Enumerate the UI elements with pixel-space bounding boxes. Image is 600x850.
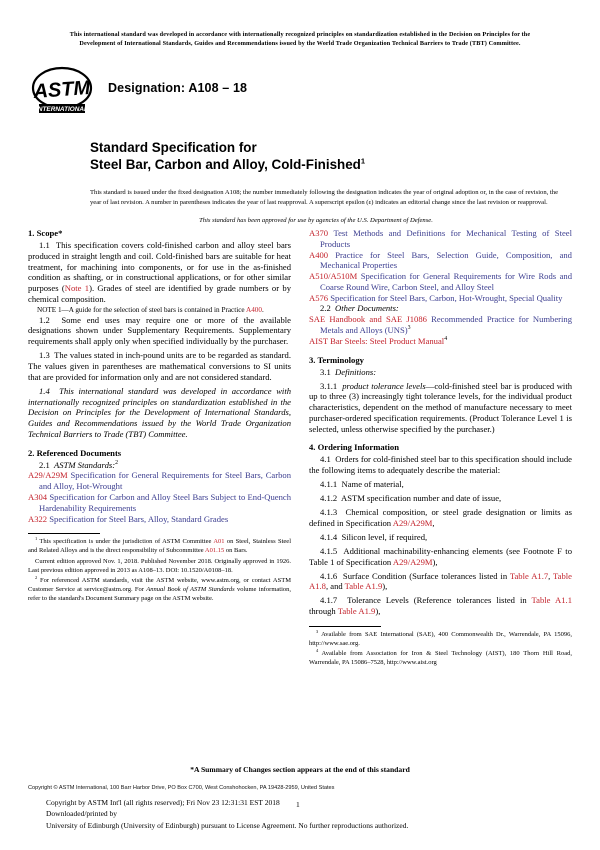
footnote-2-marker: 2 <box>35 575 38 581</box>
paragraph-1-3: 1.3 The values stated in inch-pound units are to be regarded as standard. The values given in parentheses are mathematical conversions to SI units that are provided for information only and are not considered standard. <box>28 350 291 382</box>
wto-banner-line2: Development of International Standards, Guides and Recommendations issued by the World Trade Organization Technical Barriers to Trade (TBT) Committee. <box>79 40 521 48</box>
footnote-rule <box>309 626 381 627</box>
paragraph-4-1-4: 4.1.4 Silicon level, if required, <box>320 531 428 542</box>
ref-title[interactable]: Specification for Carbon and Alloy Steel Bars Subject to End-Quench Hardenability Requirements <box>39 492 291 513</box>
ref-title[interactable]: Recommended Practice for Numbering Metals and Alloys (UNS) <box>320 314 573 336</box>
section-heading-scope: 1. Scope* <box>28 228 63 238</box>
ref-code[interactable]: A510/A510M <box>309 271 358 282</box>
footnote-3-marker: 3 <box>316 628 319 634</box>
page-title <box>90 139 572 174</box>
ref-title[interactable]: Specification for Steel Bars, Alloy, Standard Grades <box>49 513 229 524</box>
reference-item[interactable] <box>28 470 291 492</box>
reference-item[interactable] <box>28 514 291 525</box>
footnote-2: $^2$ For referenced ASTM standards, visit the ASTM website, www.astm.org, or contact ASTM Customer Service at service@astm.org. For Annual Book of ASTM Standards volume information, refer to the standard's Document Summary page on the ASTM website. <box>28 575 292 602</box>
note-1-label: NOTE 1— <box>37 305 69 314</box>
footnote-edition: Current edition approved Nov. 1, 2018. Published November 2018. Originally approved in 1926. Last previous edition approved in 2013 as A108–13. DOI: 10.1520/A0108–18. <box>28 557 291 574</box>
header-row <box>28 66 572 118</box>
ref-title[interactable]: Specification for Steel Bars, Carbon, Hot-Wrought, Special Quality <box>330 292 563 303</box>
ref-code[interactable]: A304 <box>28 492 48 502</box>
summary-of-changes-note: *A Summary of Changes section appears at the end of this standard <box>190 765 410 774</box>
paragraph-2-1: 2.1 ASTM Standards:$^2$ <box>39 459 119 470</box>
wto-banner <box>28 30 572 49</box>
ref-title[interactable]: Specification for General Requirements for Wire Rods and Coarse Round Wire, Carbon Steel, and Alloy Steel <box>320 271 572 292</box>
reference-item[interactable] <box>309 271 572 293</box>
ref-code[interactable]: A400 <box>309 249 329 260</box>
section-heading-ordering-information: 4. Ordering Information <box>309 442 399 453</box>
ref-code[interactable]: A322 <box>28 513 48 524</box>
paragraph-4-1-6: 4.1.6 Surface Condition (Surface tolerances listed in Table A1.7, Table A1.8, and Table A1.9), <box>309 570 572 592</box>
license-line-2: Downloaded/printed by <box>46 809 118 819</box>
paragraph-4-1-7: 4.1.7 Tolerance Levels (Reference tolerances listed in Table A1.1 through Table A1.9), <box>309 595 572 617</box>
title-footnote-marker: 1 <box>360 156 365 166</box>
paragraph-4-1-2: 4.1.2 ASTM specification number and date of issue, <box>320 493 502 504</box>
ref-title[interactable]: Test Methods and Definitions for Mechanical Testing of Steel Products <box>320 228 572 249</box>
wto-banner-line1: This international standard was developed in accordance with internationally recognized principles on standardization established in the Decision on Principles for the <box>69 31 531 38</box>
link-a29-a29m[interactable]: A29/A29M <box>392 556 433 567</box>
note-1: NOTE 1—A guide for the selection of steel bars is contained in Practice A400. <box>37 305 264 314</box>
link-table-a1-9[interactable]: Table A1.9 <box>337 606 376 617</box>
link-a01[interactable]: A01 <box>213 538 225 546</box>
footnote-1: $^1$ This specification is under the jurisdiction of ASTM Committee A01 on Steel, Stainless Steel and Related Alloys and is the direct responsibility of Subcommittee A01.15 on Bars. <box>28 536 291 555</box>
reference-item[interactable] <box>309 228 572 250</box>
footnote-4-marker: 4 <box>316 648 319 654</box>
license-block <box>46 797 408 831</box>
link-table-a1-7[interactable]: Table A1.7 <box>509 570 549 581</box>
paragraph-1-2: 1.2 Some end uses may require one or more of the available designations shown under Supplementary Requirements. Supplementary requirements shall apply only when specified individually by the purchaser. <box>28 314 292 347</box>
footnote-1-marker: 1 <box>35 536 38 542</box>
svg-text:INTERNATIONAL: INTERNATIONAL <box>36 105 88 113</box>
issue-note: This standard is issued under the fixed designation A108; the number immediately following the designation indicates the year of original adoption or, in the case of revision, the year of last revision. A number in parentheses indicates the year of last reapproval. A superscript epsilon (ε) indicates an editorial change since the last revision or reapproval. <box>90 188 558 206</box>
link-a400[interactable]: A400 <box>246 305 262 314</box>
ref-code[interactable]: A576 <box>309 292 329 303</box>
title-line-1: Standard Specification for <box>90 139 257 155</box>
link-table-a1-9[interactable]: Table A1.9 <box>344 581 383 592</box>
section-heading-referenced-documents: 2. Referenced Documents <box>28 447 122 458</box>
ref-code[interactable]: A370 <box>309 228 329 238</box>
reference-item[interactable] <box>28 492 291 514</box>
paragraph-1-4: 1.4 This international standard was developed in accordance with internationally recognized principles on standardization established in the Decision on Principles for the Development of International Standards, Guides and Recommendations issued by the World Trade Organization Technical Barriers to Trade (TBT) Committee. <box>28 385 292 439</box>
ref-title[interactable]: Specification for General Requirements for Steel Bars, Carbon and Alloy, Hot-Wrought <box>39 470 291 492</box>
reference-item[interactable] <box>309 293 572 304</box>
link-table-a1-1[interactable]: Table A1.1 <box>531 595 572 606</box>
link-note-1[interactable]: Note 1 <box>64 283 90 294</box>
dod-approval-note: This standard has been approved for use by agencies of the U.S. Department of Defense. <box>199 217 433 224</box>
column-right <box>309 228 572 668</box>
section-heading-terminology: 3. Terminology <box>309 354 364 365</box>
link-table-a1-8[interactable]: Table A1.8 <box>309 570 572 592</box>
astm-logo-icon <box>30 66 94 118</box>
footnote-4: $^4$ Available from Association for Iron & Steel Technology (AIST), 180 Thorn Hill Road, Warrendale, PA 15086–7528, http://www.aist.org <box>309 648 572 667</box>
paragraph-1-1: 1.1 This specification covers cold-finished carbon and alloy steel bars produced in straight length and coil. Cold-finished bars are suitable for heat treatment, for machining into components, or for use in the as-finished condition as shafting, or in constructional applications, or for other similar purposes (Note 1). Grades of steel are identified by grade numbers or by chemical composition. <box>28 240 291 304</box>
paragraph-2-2: 2.2 Other Documents: <box>320 303 399 314</box>
paragraph-3-1-1: 3.1.1 product tolerance levels—cold-finished steel bar is produced with up to three (3) increasingly tight tolerance levels, for the individual product characteristics, dependent on the method of manufacture necessary to meet purchaser-ordered specification requirements. (Product Tolerance Level 1 is selected, unless otherwise specified by the purchaser.) <box>309 380 573 434</box>
paragraph-3-1: 3.1 Definitions: <box>320 366 377 377</box>
license-line-1: Copyright by ASTM Int'l (all rights reserved); Fri Nov 23 12:31:31 EST 2018 <box>46 798 280 807</box>
copyright-line: Copyright © ASTM International, 100 Barr Harbor Drive, PO Box C700, West Conshohocken, PA 19428-2959, United States <box>28 785 335 791</box>
term-definition-label: product tolerance levels <box>342 380 426 391</box>
license-line-3: University of Edinburgh (University of Edinburgh) pursuant to License Agreement. No further reproductions authorized. <box>46 820 409 830</box>
paragraph-4-1: 4.1 Orders for cold-finished steel bar to this specification should include the following items to adequately describe the material: <box>309 454 572 476</box>
ref-title[interactable]: Practice for Steel Bars, Selection Guide, Composition, and Mechanical Properties <box>320 249 572 271</box>
paragraph-4-1-1: 4.1.1 Name of material, <box>320 479 404 490</box>
reference-item-other[interactable]: SAE Handbook and SAE J1086 Recommended Practice for Numbering Metals and Alloys (UNS)$^3$ <box>309 314 573 336</box>
ref-code[interactable]: SAE Handbook and SAE J1086 <box>309 314 427 325</box>
footnote-3: $^3$ Available from SAE International (SAE), 400 Commonwealth Dr., Warrendale, PA 15096, http://www.sae.org. <box>309 628 572 647</box>
body-columns <box>28 228 572 668</box>
ref-code[interactable]: AIST Bar Steels: Steel Product Manual <box>309 335 445 346</box>
designation-label: Designation: A108 – 18 <box>108 80 248 95</box>
footnote-rule <box>28 533 100 534</box>
reference-item[interactable] <box>309 250 572 272</box>
link-a01-15[interactable]: A01.15 <box>204 547 225 555</box>
reference-item-other[interactable]: AIST Bar Steels: Steel Product Manual$^4$ <box>309 335 448 346</box>
ref-code[interactable]: A29/A29M <box>28 470 68 481</box>
link-a29-a29m[interactable]: A29/A29M <box>392 517 433 528</box>
svg-text:ASTM: ASTM <box>32 76 91 103</box>
column-left <box>28 228 291 668</box>
title-line-2: Steel Bar, Carbon and Alloy, Cold-Finished$^1$ <box>90 156 365 173</box>
paragraph-4-1-5: 4.1.5 Additional machinability-enhancing elements (see Footnote F to Table 1 of Specification A29/A29M), <box>309 545 572 567</box>
paragraph-4-1-3: 4.1.3 Chemical composition, or steel grade designation or limits as defined in Specification A29/A29M, <box>309 507 572 528</box>
page-number: 1 <box>296 800 300 809</box>
